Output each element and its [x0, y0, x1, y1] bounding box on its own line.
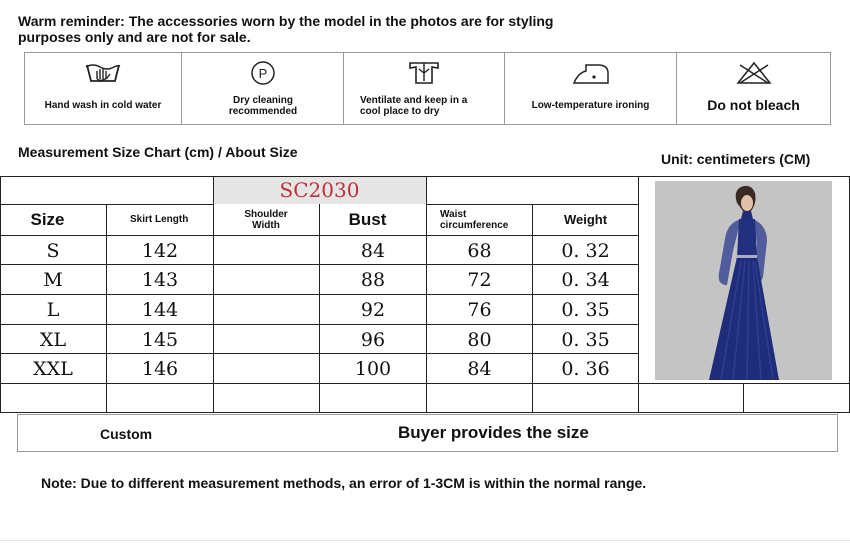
- care-label: Low-temperature ironing: [531, 100, 650, 111]
- shoulder-width-cell: [214, 236, 319, 265]
- measurement-note: Note: Due to different measurement methods, an error of 1-3CM is within the normal range.: [41, 475, 647, 491]
- weight-cell: 0. 36: [561, 357, 610, 380]
- size-cell: S: [46, 239, 60, 262]
- header-weight: Weight: [563, 212, 608, 227]
- hand-wash-icon: [25, 58, 181, 88]
- size-cell: XXL: [33, 357, 73, 380]
- product-code: SC2030: [279, 178, 360, 202]
- hang-dry-icon: [344, 58, 504, 88]
- svg-text:P: P: [258, 66, 267, 81]
- skirt-length-cell: 142: [141, 239, 179, 262]
- unit-label: Unit: centimeters (CM): [661, 151, 811, 167]
- header-waist: Waist circumference: [440, 208, 509, 231]
- custom-label: Custom: [100, 426, 153, 442]
- shoulder-width-cell: [214, 354, 319, 383]
- care-hang-dry: [344, 53, 505, 124]
- header-skirt-length: Skirt Length: [130, 214, 189, 225]
- header-size: Size: [30, 209, 65, 229]
- shoulder-width-cell: [214, 295, 319, 324]
- size-cell: XL: [39, 328, 67, 351]
- iron-low-icon: [505, 58, 676, 88]
- bust-cell: 92: [360, 298, 386, 321]
- skirt-length-cell: 146: [141, 357, 179, 380]
- skirt-length-cell: 145: [141, 328, 179, 351]
- weight-cell: 0. 34: [561, 268, 610, 291]
- care-no-bleach: [677, 53, 830, 124]
- warm-reminder: Warm reminder: The accessories worn by the model in the photos are for styling purposes only and are not for sale.: [18, 13, 554, 45]
- bust-cell: 100: [354, 357, 392, 380]
- custom-value: Buyer provides the size: [398, 423, 589, 442]
- care-label: Hand wash in cold water: [44, 100, 162, 111]
- size-chart-heading: Measurement Size Chart (cm) / About Size: [18, 144, 298, 160]
- care-hand-wash: [25, 53, 182, 124]
- bottom-divider: [0, 540, 850, 541]
- waist-cell: 84: [467, 357, 492, 380]
- bust-cell: 96: [360, 328, 386, 351]
- skirt-length-cell: 143: [141, 268, 179, 291]
- care-ironing: [505, 53, 677, 124]
- header-shoulder-width: Shoulder Width: [244, 208, 288, 231]
- waist-cell: 72: [467, 268, 492, 291]
- waist-cell: 76: [467, 298, 492, 321]
- shoulder-width-cell: [214, 325, 319, 354]
- care-dry-clean: [182, 53, 344, 124]
- weight-cell: 0. 35: [561, 328, 610, 351]
- size-cell: L: [46, 298, 60, 321]
- dry-clean-icon: [182, 58, 343, 88]
- no-bleach-icon: [677, 58, 830, 88]
- weight-cell: 0. 35: [561, 298, 610, 321]
- shoulder-width-cell: [214, 265, 319, 294]
- bust-cell: 88: [360, 268, 386, 291]
- waist-cell: 80: [467, 328, 492, 351]
- care-label: Ventilate and keep in a cool place to dry: [360, 94, 468, 117]
- waist-cell: 68: [467, 239, 492, 262]
- skirt-length-cell: 144: [141, 298, 179, 321]
- care-label: Do not bleach: [707, 97, 800, 113]
- bust-cell: 84: [360, 239, 386, 262]
- care-instructions: [24, 52, 831, 125]
- care-label: Dry cleaning recommended: [228, 94, 298, 117]
- header-bust: Bust: [348, 209, 387, 229]
- size-cell: M: [43, 268, 63, 291]
- weight-cell: 0. 32: [561, 239, 610, 262]
